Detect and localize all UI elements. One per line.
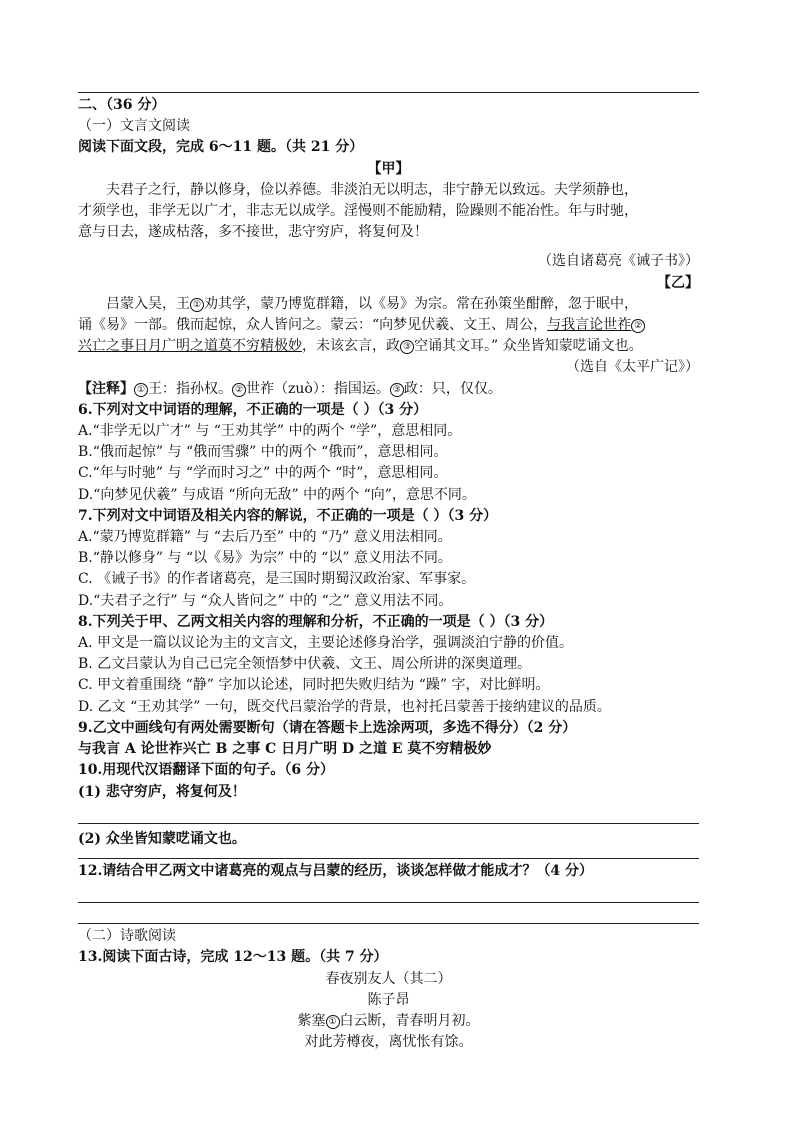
answer-line (78, 858, 699, 859)
answer-line (78, 823, 699, 824)
note-text: 世祚（zuò）：指国运。 (246, 380, 390, 397)
option-8a: A. 甲文是一篇以议论为主的文言文，主要论述修身治学，强调淡泊宁静的价值。 (78, 635, 574, 652)
note-mark-3: ③ (390, 383, 404, 397)
question-8: 8.下列关于甲、乙两文相关内容的理解和分析，不正确的一项是（ ）（3 分） (78, 613, 554, 630)
passage-jia-line: 才须学也，非学无以广才，非志无以成学。淫慢则不能励精，险躁则不能冶性。年与时驰， (78, 203, 638, 220)
note-text: 政：只，仅仅。 (403, 380, 502, 397)
option-8d: D. 乙文 “王劝其学” 一句，既交代吕蒙治学的背景，也衬托吕蒙善于接纳建议的品质。 (78, 698, 611, 715)
option-7c: C. 《诫子书》的作者诸葛亮，是三国时期蜀汉政治家、军事家。 (78, 571, 476, 588)
underlined-sentence: 与我言论世祚 (547, 317, 632, 334)
note-mark-1: ① (326, 1015, 340, 1029)
question-10-2: (2) 众坐皆知蒙呓诵文也。 (78, 830, 246, 847)
option-7a: A.“蒙乃博览群籍” 与 “去后乃至” 中的 “乃” 意义用法相同。 (78, 529, 452, 546)
question-12: 12.请结合甲乙两文中诸葛亮的观点与吕蒙的经历，谈谈怎样做才能成才？（4 分） (78, 862, 593, 879)
note-mark-2: ② (631, 319, 645, 333)
passage-yi-label: 【乙】 (657, 274, 699, 291)
passage-jia-source: （选自诸葛亮《诫子书》） (538, 253, 699, 270)
option-6c: C.“年与时驰” 与 “学而时习之” 中的两个 “时”，意思相同。 (78, 465, 448, 482)
answer-line (78, 923, 699, 924)
question-13: 13.阅读下面古诗，完成 12～13 题。（共 7 分） (78, 949, 388, 966)
passage-yi-line (78, 315, 699, 336)
passage-yi-line (78, 294, 699, 315)
subsection-classical: （一）文言文阅读 (78, 118, 190, 135)
option-7d: D.“夫君子之行” 与 “众人皆问之” 中的 “之” 意义用法不同。 (78, 592, 453, 609)
note-text: 王：指孙权。 (148, 380, 232, 397)
subsection-poetry: （二）诗歌阅读 (78, 928, 176, 945)
note-mark-2: ② (232, 383, 246, 397)
passage-yi-line (78, 336, 699, 357)
notes-label: 【注释】 (78, 380, 134, 397)
passage-jia-label: 【甲】 (367, 160, 410, 177)
poem-title: 春夜别友人（其二） (325, 970, 452, 987)
reading-intro: 阅读下面文段，完成 6～11 题。（共 21 分） (78, 139, 364, 156)
exam-page (78, 84, 699, 1053)
poem-line: 对此芳樽夜，离忧怅有馀。 (304, 1034, 473, 1051)
question-9: 9.乙文中画线句有两处需要断句（请在答题卡上选涂两项，多选不得分）（2 分） (78, 719, 577, 736)
question-6: 6.下列对文中词语的理解，不正确的一项是（ ）（3 分） (78, 401, 428, 418)
passage-yi-text: ，未该玄言，政 (302, 338, 400, 355)
passage-yi-text: 吕蒙入吴，王 (106, 295, 190, 312)
question-9-options: 与我言 A 论世祚兴亡 B 之事 C 日月广明 D 之道 E 莫不穷精极妙 (78, 741, 492, 758)
note-mark-1: ① (190, 298, 204, 312)
poem-author: 陈子昂 (367, 991, 410, 1008)
passage-yi-text: 诵《易》一部。俄而起惊，众人皆问之。蒙云：“向梦见伏羲、文王、周公， (78, 317, 548, 334)
poem-text: 白云断，青春明月初。 (339, 1012, 480, 1029)
top-rule (78, 92, 699, 93)
passage-yi-text: 劝其学，蒙乃博览群籍，以《易》为宗。常在孙策坐酣醉，忽于眠中， (204, 295, 638, 312)
passage-yi-source: （选自《太平广记》） (566, 359, 699, 376)
question-10: 10.用现代汉语翻译下面的句子。（6 分） (78, 762, 334, 779)
passage-jia-line: 夫君子之行，静以修身，俭以养德。非淡泊无以明志，非宁静无以致远。夫学须静也， (106, 181, 638, 198)
note-mark-3: ③ (400, 340, 414, 354)
question-7: 7.下列对文中词语及相关内容的解说，不正确的一项是（ ）（3 分） (78, 507, 498, 524)
poem-line (78, 1011, 699, 1032)
passage-jia-line: 意与日去，遂成枯落，多不接世，悲守穷庐，将复何及！ (78, 224, 428, 241)
section-heading: 二、（36 分） (78, 97, 166, 113)
question-10-1: (1) 悲守穷庐，将复何及！ (78, 783, 246, 800)
answer-line (78, 902, 699, 903)
option-6a: A.“非学无以广才” 与 “王劝其学” 中的两个 “学”，意思相同。 (78, 423, 462, 440)
option-6d: D.“向梦见伏羲” 与成语 “所向无敌” 中的两个 “向”，意思不同。 (78, 486, 476, 503)
poem-text: 紫塞 (297, 1012, 326, 1029)
option-8b: B. 乙文吕蒙认为自己已完全领悟梦中伏羲、文王、周公所讲的深奥道理。 (78, 656, 532, 673)
notes (78, 379, 699, 400)
passage-yi-text: 空诵其文耳。” 众坐皆知蒙呓诵文也。 (414, 338, 643, 355)
option-7b: B.“静以修身” 与 “以《易》为宗” 中的 “以” 意义用法不同。 (78, 550, 452, 567)
underlined-sentence: 兴亡之事日月广明之道莫不穷精极妙 (78, 338, 302, 355)
note-mark-1: ① (134, 383, 148, 397)
option-8c: C. 甲文着重围绕 “静” 字加以论述，同时把失败归结为 “躁” 字，对比鲜明。 (78, 677, 550, 694)
option-6b: B.“俄而起惊” 与 “俄而雪骤” 中的两个 “俄而”，意思相同。 (78, 444, 448, 461)
